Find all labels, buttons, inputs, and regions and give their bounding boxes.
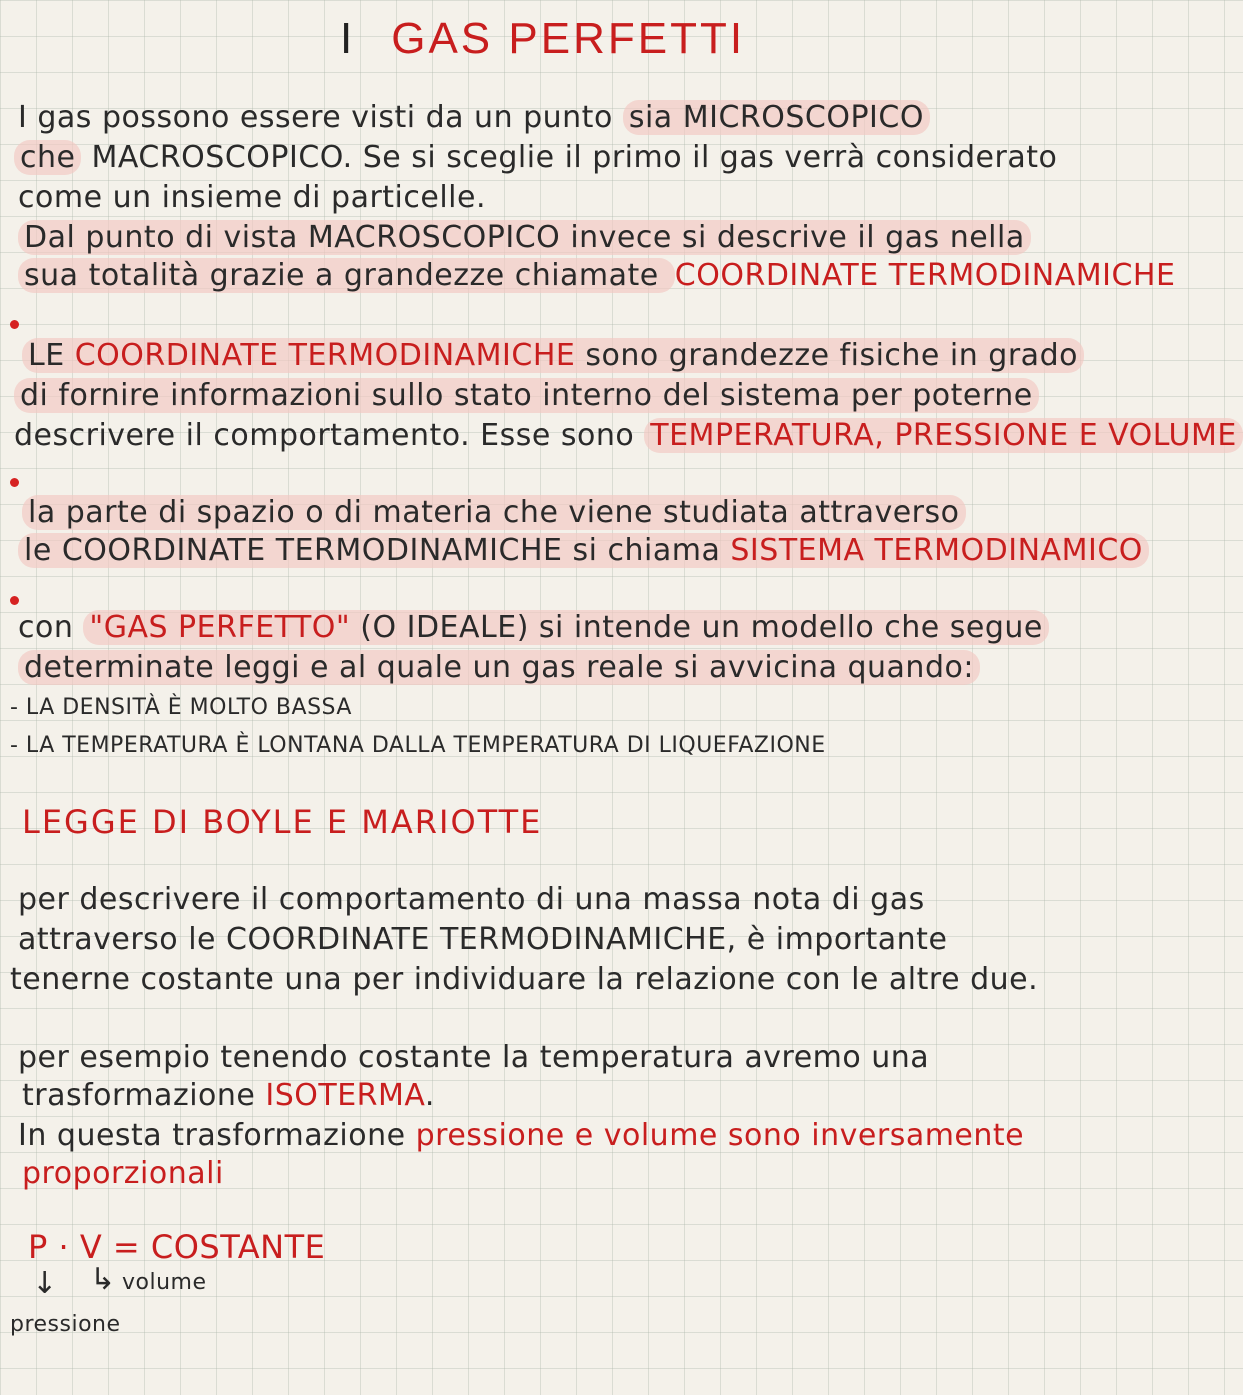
boyle-text: trasformazione: [22, 1078, 266, 1113]
coords-text: di fornire informazioni sullo stato interno del sistema per poterne: [14, 378, 1039, 413]
ideal-text: con: [18, 610, 84, 645]
red-term-coordinate: COORDINATE TERMODINAMICHE: [74, 338, 576, 373]
page-title: [340, 14, 745, 64]
bullet-icon: [10, 596, 19, 605]
coords-line-1: [22, 338, 1084, 373]
ideal-line-1: [18, 610, 1049, 645]
intro-line-3: come un insieme di particelle.: [18, 180, 487, 215]
volume-label: volume: [122, 1270, 207, 1295]
title-main: GAS PERFETTI: [391, 14, 746, 63]
intro-line-2: [14, 140, 1057, 175]
intro-line-5: [18, 258, 1175, 293]
boyle-text: In questa trasformazione: [18, 1118, 416, 1153]
ideal-text: determinate leggi e al quale un gas reale si avvicina quando:: [18, 650, 980, 685]
red-term-isoterma: ISOTERMA: [265, 1078, 425, 1113]
section-heading-boyle: LEGGE DI BOYLE E MARIOTTE: [22, 803, 543, 841]
condition-2: - LA TEMPERATURA È LONTANA DALLA TEMPERATURA DI LIQUEFAZIONE: [10, 733, 826, 758]
boyle-p2-line-2: [22, 1078, 435, 1113]
system-line-2: [18, 533, 1149, 568]
intro-line-4: [18, 220, 1031, 255]
boyle-p1-line-1: per descrivere il comportamento di una massa nota di gas: [18, 882, 925, 917]
intro-line-1: [18, 100, 930, 135]
formula-equation: P · V = COSTANTE: [28, 1228, 326, 1266]
bullet-icon: [10, 478, 19, 487]
title-prefix: I: [340, 14, 356, 63]
ideal-text: (O IDEALE) si intende un modello che segue: [350, 610, 1043, 645]
system-text: la parte di spazio o di materia che viene studiata attraverso: [22, 495, 966, 530]
boyle-text: .: [424, 1078, 435, 1113]
boyle-p2-line-1: per esempio tenendo costante la temperatura avremo una: [18, 1040, 930, 1075]
coords-text: LE: [28, 338, 75, 373]
boyle-p2-line-3: [18, 1118, 1024, 1153]
coords-line-2: [14, 378, 1039, 413]
bullet-icon: [10, 320, 19, 329]
boyle-p1-line-2: attraverso le COORDINATE TERMODINAMICHE, è importante: [18, 922, 948, 957]
ideal-line-2: [18, 650, 980, 685]
boyle-p1-line-3: tenerne costante una per individuare la relazione con le altre due.: [10, 962, 1039, 997]
pressure-label: pressione: [10, 1312, 121, 1337]
highlight-macroscopico-line: Dal punto di vista MACROSCOPICO invece si descrive il gas nella: [18, 220, 1031, 255]
coords-text: sono grandezze fisiche in grado: [575, 338, 1078, 373]
hook-arrow-icon: ↳: [90, 1262, 116, 1297]
highlight-che: che: [14, 140, 81, 175]
red-term-variables: TEMPERATURA, PRESSIONE E VOLUME: [644, 418, 1243, 453]
condition-1: - LA DENSITÀ È MOLTO BASSA: [10, 695, 352, 720]
red-term-gas-perfetto: "GAS PERFETTO": [89, 610, 351, 645]
red-term-sistema: SISTEMA TERMODINAMICO: [730, 533, 1143, 568]
boyle-p2-line-4: proporzionali: [22, 1156, 224, 1191]
coords-line-3: [14, 418, 1243, 453]
intro-text: sua totalità grazie a grandezze chiamate: [18, 258, 675, 293]
arrow-down-icon: ↓: [32, 1266, 58, 1301]
intro-text: I gas possono essere visti da un punto: [18, 100, 623, 135]
highlight-microscopico: sia MICROSCOPICO: [623, 100, 930, 135]
intro-text: MACROSCOPICO. Se si sceglie il primo il gas verrà considerato: [81, 140, 1058, 175]
red-term-inversamente: pressione e volume sono inversamente: [415, 1118, 1025, 1153]
system-text: le COORDINATE TERMODINAMICHE si chiama: [24, 533, 731, 568]
red-term-coordinate: COORDINATE TERMODINAMICHE: [674, 258, 1176, 293]
system-line-1: [22, 495, 966, 530]
coords-text: descrivere il comportamento. Esse sono: [14, 418, 645, 453]
